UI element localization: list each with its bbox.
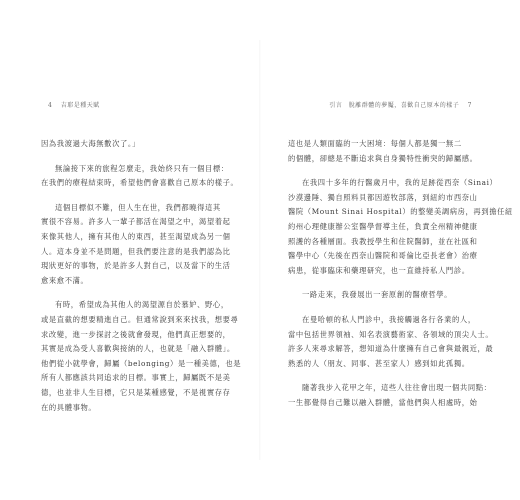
text-line: 他們從小就學會，歸屬（belonging）是一種美德，也是: [41, 358, 242, 368]
left-running-head: [42, 100, 100, 109]
text-line: 人。這本身並不是問題，但我們要注意的是我們認為比: [41, 246, 231, 256]
text-line: 所有人都應該共同追求的目標。事實上，歸屬既不是美: [41, 373, 231, 383]
text-line: 許多人來尋求解答，想知道為什麼擁有自己會與最親近，最: [288, 344, 494, 354]
paragraph: [288, 176, 513, 278]
text-line: 一生都覺得自己難以融入群體，當他們與人相處時，始: [288, 397, 478, 407]
paragraph: [41, 137, 231, 152]
left-page-number: 4: [48, 102, 53, 109]
text-line: 實很不容易。許多人一輩子都活在渴望之中，渴望着起: [41, 217, 231, 227]
text-line: 這也是人類面臨的一大困境：每個人都是獨一無二: [288, 139, 462, 148]
text-line: 在我們的療程結束時，希望他們會喜歡自己原本的樣子。: [41, 178, 239, 188]
right-page: [260, 0, 520, 500]
paragraph: [41, 298, 242, 415]
text-line: 隨著我步入花甲之年，這些人往往會出現一個共同點：: [302, 383, 492, 393]
text-line: 醫院（Mount Sinai Hospital）的整變美調病房，再到擔任紐: [288, 207, 513, 217]
text-line: 因為我渡過大海無數次了。」: [41, 139, 141, 148]
text-line: 在的具體事物。: [41, 402, 97, 412]
paragraph: [288, 313, 494, 371]
text-line: 醫學中心（先後在西奈山醫院和哥倫比亞長老會）治療: [288, 251, 478, 261]
text-line: 的個體，卻總是不斷追求與自身獨特性衝突的歸屬感。: [288, 153, 478, 163]
paragraph-gap: [288, 166, 480, 176]
text-line: 一路走來，我發展出一套原創的醫療哲學。: [302, 290, 453, 300]
text-line: 其實是成為受人喜歡與接納的人，也就是「融入群體」。: [41, 344, 235, 354]
paragraph: [288, 288, 480, 303]
text-line: 這個目標似不難，但人生在世，我們都曉得這其: [55, 202, 221, 212]
paragraph-gap: [288, 278, 480, 288]
text-line: 沙漠邊陲、獨自照料貝都因遊牧部落，到紐約市西奈山: [288, 192, 478, 202]
text-line: 來像其他人，擁有其他人的東西，甚至渴望成為另一個: [41, 231, 231, 241]
text-line: 當中包括世界領袖、知名表演藝術家、各領域的頂尖人士。: [288, 329, 494, 339]
paragraph: [41, 201, 231, 289]
text-line: 病患，從事臨床和藥理研究，也一直維持私人門診。: [288, 265, 470, 275]
paragraph-gap: [41, 288, 231, 298]
left-running-title: 吉耶是種天賦: [60, 102, 100, 109]
text-line: 或是直截的想要精進自己。但通常說到來來找我，想要尋: [41, 314, 239, 324]
text-line: 照護的各種層面。我教授學生和住院醫師，並在社區和: [288, 236, 478, 246]
paragraph-gap: [288, 303, 480, 313]
text-line: 熟悉的人（朋友、同事、甚至家人）感到如此孤獨。: [288, 358, 470, 368]
paragraph-gap: [41, 152, 231, 162]
paragraph: [41, 162, 239, 191]
right-running-title: 引言 脫離群體的夢魘，喜歡自己原本的樣子: [329, 102, 460, 109]
text-line: 約州心理健康辦公室醫學督導主任，負責全州精神健康: [288, 221, 478, 231]
right-body-text: [288, 137, 513, 411]
text-line: 德，也並非人生目標，它只是某種感覺，不是視實存存: [41, 387, 231, 397]
left-body-text: [41, 137, 242, 415]
paragraph: [288, 137, 480, 166]
right-page-number: 7: [467, 102, 472, 109]
right-running-head: [329, 100, 478, 109]
text-line: 愈來愈不滿。: [41, 275, 89, 285]
text-line: 現狀更好的事物，於是許多人對自己，以及當下的生活: [41, 261, 231, 271]
paragraph: [288, 381, 492, 410]
text-line: 有時，希望成為其他人的渴望源自於慕妒、野心，: [55, 300, 229, 310]
paragraph-gap: [41, 191, 231, 201]
text-line: 求改變，進一步探討之後就會發現，他們真正想要的，: [41, 329, 231, 339]
text-line: 在曼哈頓的私人門診中，我接觸過各行各業的人，: [302, 314, 476, 324]
text-line: 在我四十多年的行醫歲月中，我的足跡從西奈（Sinai）: [302, 178, 498, 188]
paragraph-gap: [288, 371, 480, 381]
text-line: 無論接下來的旅程怎麼走，我始終只有一個目標：: [55, 163, 229, 173]
